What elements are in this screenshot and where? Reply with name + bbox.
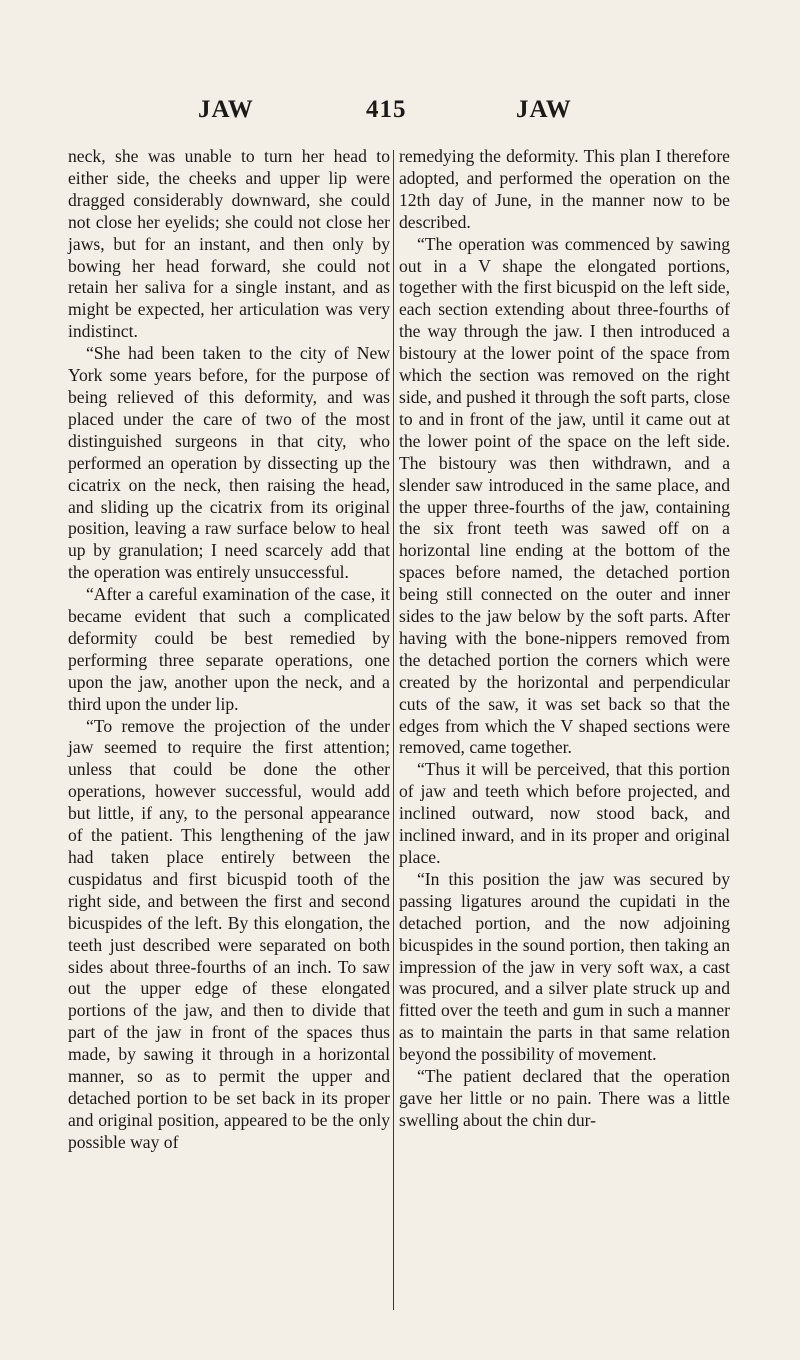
paragraph: “The operation was commenced by sawing out in a V shape the elongated portions, together with the first bicuspid on the left side, each section extending about three-fourths of the way through the jaw. I then introduced a bistoury at the lower point of the space from which the section was removed on the right side, and pushed it through the soft parts, close to and in front of the jaw, until it came out at the lower point of the space on the left side. The bistoury was then withdrawn, and a slender saw introduced in the same place, and the upper three-fourths of the jaw, containing the six front teeth was sawed off on a horizontal line ending at the bottom of the spaces before named, the detached portion being still connected on the outer and inner sides to the jaw below by the soft parts. After having with the bone-nippers removed from the detached portion the corners which were created by the horizontal and perpendicular cuts of the saw, it was set back so that the edges from which the V shaped sections were removed, came together. — [399, 233, 730, 758]
running-header — [0, 96, 800, 136]
paragraph: “After a careful examination of the case, it became evident that such a complicated deformity could be best remedied by performing three separate operations, one upon the jaw, another upon the neck, and a third upon the under lip. — [68, 584, 390, 714]
paragraph: “In this position the jaw was secured by passing ligatures around the cupidati in the detached portion, and the now adjoining bicuspides in the sound portion, then taking an impression of the jaw in very soft wax, a cast was procured, and a silver plate struck up and fitted over the teeth and gum in such a manner as to maintain the parts in that same relation beyond the possibility of movement. — [399, 868, 730, 1065]
paragraph: neck, she was unable to turn her head to either side, the cheeks and upper lip were dragged considerably downward, she could not close her eyelids; she could not close her jaws, but for an instant, and then only by bowing her head forward, she could not retain her saliva for a single instant, and as might be expected, her articulation was very indistinct. — [68, 146, 390, 342]
column-divider — [393, 150, 394, 1310]
left-column — [68, 146, 390, 1154]
paragraph: “The patient declared that the operation gave her little or no pain. There was a little swelling about the chin dur- — [399, 1066, 730, 1130]
right-column — [399, 146, 730, 1132]
paragraph: “She had been taken to the city of New York some years before, for the purpose of being relieved of this deformity, and was placed under the care of two of the most distinguished surgeons in that city, who performed an operation by dissecting up the cicatrix on the neck, then raising the head, and sliding up the cicatrix from its original position, leaving a raw surface below to heal up by granulation; I need scarcely add that the operation was entirely unsuccessful. — [68, 343, 390, 583]
paragraph: “To remove the projection of the under jaw seemed to require the first attention; unless that could be done the other operations, however successful, would add but little, if any, to the personal appearance of the patient. This lengthening of the jaw had taken place entirely between the cuspidatus and first bicuspid tooth of the right side, and between the first and second bicuspides of the left. By this elongation, the teeth just described were separated on both sides about three-fourths of an inch. To saw out the upper edge of these elongated portions of the jaw, and then to divide that part of the jaw in front of the spaces thus made, by sawing it through in a horizontal manner, so as to permit the upper and detached portion to be set back in its proper and original position, appeared to be the only possible way of — [68, 715, 390, 1152]
header-left-word: JAW — [198, 96, 254, 123]
page-number: 415 — [366, 96, 407, 123]
paragraph: remedying the deformity. This plan I therefore adopted, and performed the operation on the 12th day of June, in the manner now to be described. — [399, 146, 730, 232]
paragraph: “Thus it will be perceived, that this portion of jaw and teeth which before projected, and inclined outward, now stood back, and inclined inward, and in its proper and original place. — [399, 759, 730, 867]
header-right-word: JAW — [516, 96, 572, 123]
